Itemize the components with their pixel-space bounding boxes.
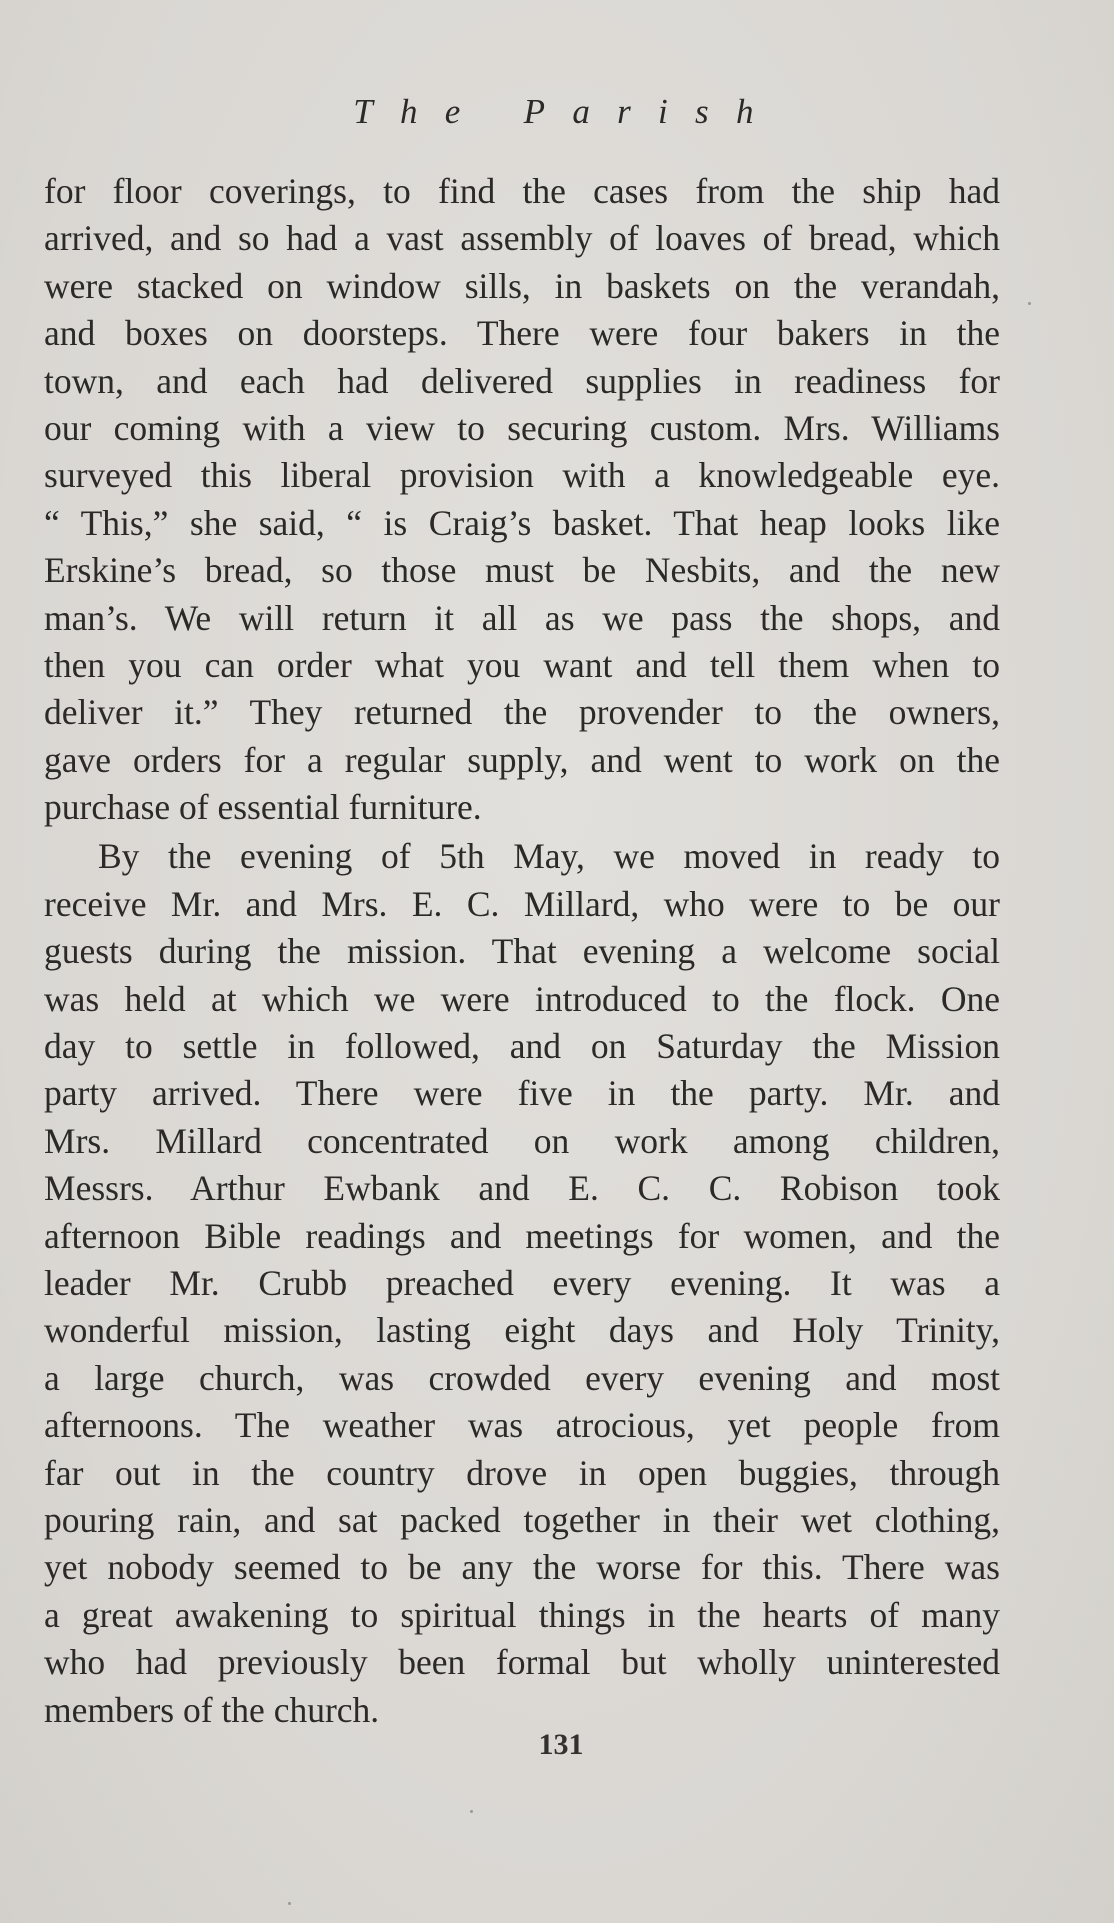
text-line: wonderful mission, lasting eight days and Holy Trinity, bbox=[44, 1310, 1000, 1351]
paper-speck bbox=[470, 1810, 473, 1813]
paragraph bbox=[44, 168, 1000, 831]
text-line: afternoons. The weather was atrocious, yet people from bbox=[44, 1405, 1000, 1446]
text-line: pouring rain, and sat packed together in their wet clothing, bbox=[44, 1499, 1000, 1540]
text-line: who had previously been formal but wholly uninterested bbox=[44, 1642, 1000, 1683]
text-line: then you can order what you want and tell them when to bbox=[44, 644, 1000, 685]
text-line: day to settle in followed, and on Saturday the Mission bbox=[44, 1026, 1000, 1067]
text-line: gave orders for a regular supply, and went to work on the bbox=[44, 739, 1000, 780]
text-line: afternoon Bible readings and meetings for women, and the bbox=[44, 1215, 1000, 1256]
text-line: man’s. We will return it all as we pass the shops, and bbox=[44, 597, 1000, 638]
text-line: a large church, was crowded every evening and most bbox=[44, 1357, 1000, 1398]
text-line: party arrived. There were five in the party. Mr. and bbox=[44, 1073, 1000, 1114]
text-line: Erskine’s bread, so those must be Nesbits, and the new bbox=[44, 550, 1000, 591]
text-line: far out in the country drove in open buggies, through bbox=[44, 1452, 1000, 1493]
text-line: “ This,” she said, “ is Craig’s basket. That heap looks like bbox=[44, 502, 1000, 543]
text-line: were stacked on window sills, in baskets on the verandah, bbox=[44, 265, 1000, 306]
paper-speck bbox=[1028, 302, 1031, 305]
text-line: Mrs. Millard concentrated on work among children, bbox=[44, 1120, 1000, 1161]
body-text bbox=[44, 168, 1000, 1734]
text-line: for floor coverings, to find the cases from the ship had bbox=[44, 171, 1000, 211]
text-line: receive Mr. and Mrs. E. C. Millard, who were to be our bbox=[44, 883, 1000, 924]
text-line: arrived, and so had a vast assembly of loaves of bread, which bbox=[44, 218, 1000, 259]
text-line: Messrs. Arthur Ewbank and E. C. C. Robison took bbox=[44, 1168, 1000, 1209]
text-line: guests during the mission. That evening a welcome social bbox=[44, 931, 1000, 972]
text-line: and boxes on doorsteps. There were four bakers in the bbox=[44, 313, 1000, 354]
running-head: The Parish bbox=[353, 92, 781, 131]
text-line: was held at which we were introduced to the flock. One bbox=[44, 978, 1000, 1019]
text-line: purchase of essential furniture. bbox=[44, 787, 482, 828]
text-line: surveyed this liberal provision with a knowledgeable eye. bbox=[44, 455, 1000, 496]
text-line: our coming with a view to securing custom. Mrs. Williams bbox=[44, 407, 1000, 448]
text-line: leader Mr. Crubb preached every evening. It was a bbox=[44, 1262, 1000, 1303]
text-line: town, and each had delivered supplies in readiness for bbox=[44, 360, 1000, 401]
text-line: By the evening of 5th May, we moved in ready to bbox=[98, 836, 1000, 877]
page-number: 131 bbox=[538, 1728, 584, 1761]
text-line: deliver it.” They returned the provender to the owners, bbox=[44, 692, 1000, 733]
text-line: members of the church. bbox=[44, 1689, 380, 1730]
paper-speck bbox=[288, 1902, 291, 1905]
paragraph bbox=[44, 833, 1000, 1733]
text-line: yet nobody seemed to be any the worse for this. There was bbox=[44, 1547, 1000, 1588]
text-line: a great awakening to spiritual things in the hearts of many bbox=[44, 1594, 1000, 1635]
